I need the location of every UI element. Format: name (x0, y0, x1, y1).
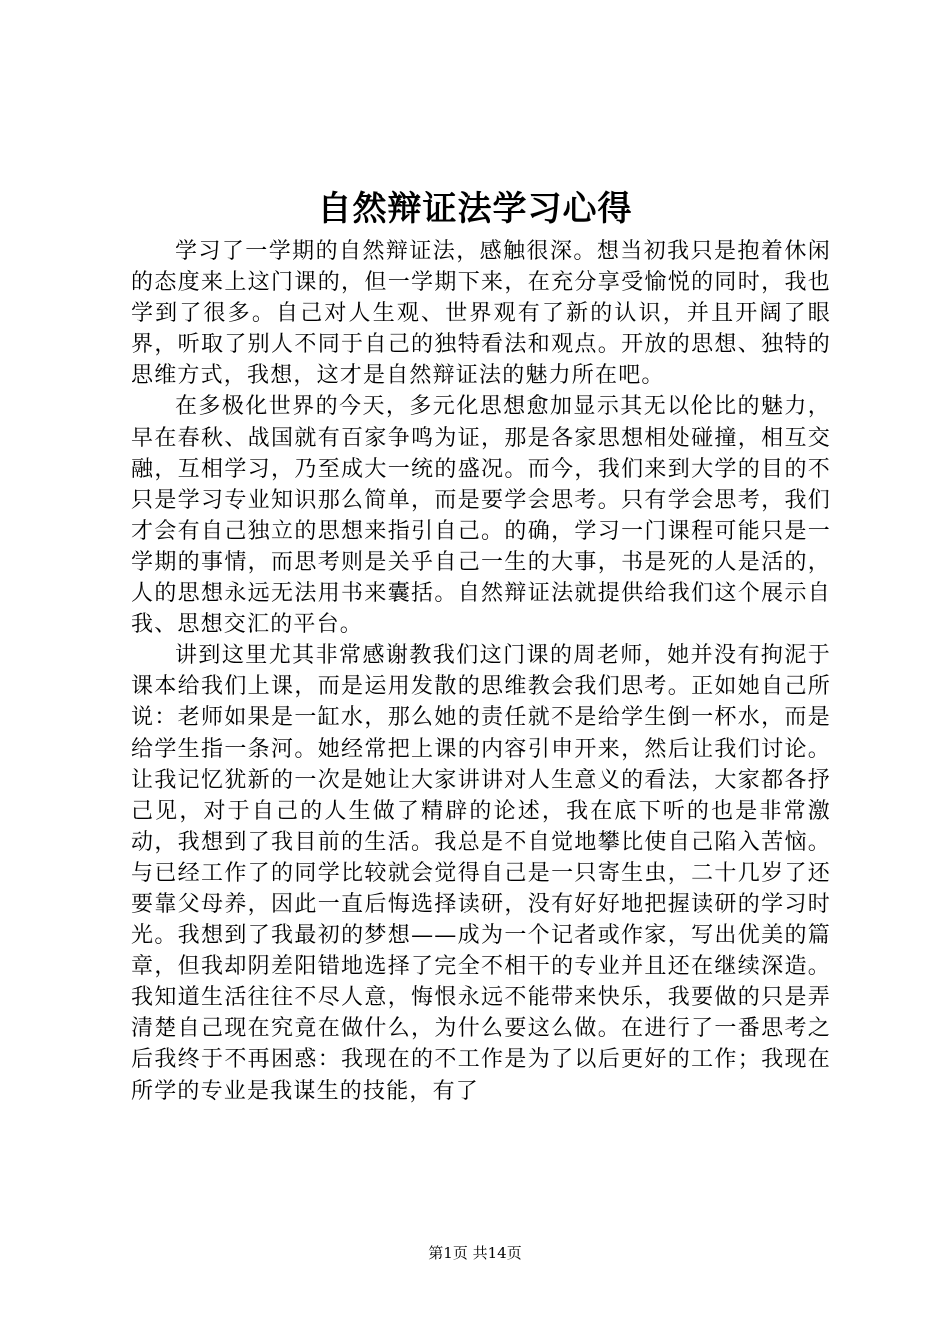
document-title: 自然辩证法学习心得 (317, 189, 633, 229)
document-body (131, 236, 831, 1107)
page-number-footer: 第1页 共14页 (428, 1244, 522, 1262)
paragraph-1: 学习了一学期的自然辩证法，感触很深。想当初我只是抱着休闲的态度来上这门课的，但一学期下来，在充分享受愉悦的同时，我也学到了很多。自己对人生观、世界观有了新的认识，并且开阔了眼界，听取了别人不同于自己的独特看法和观点。开放的思想、独特的思维方式，我想，这才是自然辩证法的魅力所在吧。 (131, 239, 831, 389)
paragraph-2: 在多极化世界的今天，多元化思想愈加显示其无以伦比的魅力，早在春秋、战国就有百家争鸣为证，那是各家思想相处碰撞，相互交融，互相学习，乃至成大一统的盛况。而今，我们来到大学的目的不只是学习专业知识那么简单，而是要学会思考。只有学会思考，我们才会有自己独立的思想来指引自己。的确，学习一门课程可能只是一学期的事情，而思考则是关乎自己一生的大事，书是死的人是活的，人的思想永远无法用书来囊括。自然辩证法就提供给我们这个展示自我、思想交汇的平台。 (131, 394, 831, 638)
paragraph-3: 讲到这里尤其非常感谢教我们这门课的周老师，她并没有拘泥于课本给我们上课，而是运用发散的思维教会我们思考。正如她自己所说：老师如果是一缸水，那么她的责任就不是给学生倒一杯水，而是给学生指一条河。她经常把上课的内容引申开来，然后让我们讨论。让我记忆犹新的一次是她让大家讲讲对人生意义的看法，大家都各抒己见，对于自己的人生做了精辟的论述，我在底下听的也是非常激动，我想到了我目前的生活。我总是不自觉地攀比使自己陷入苦恼。与已经工作了的同学比较就会觉得自己是一只寄生虫，二十几岁了还要靠父母养，因此一直后悔选择读研，没有好好地把握读研的学习时光。我想到了我最初的梦想——成为一个记者或作家，写出优美的篇章，但我却阴差阳错地选择了完全不相干的专业并且还在继续深造。我知道生活往往不尽人意，悔恨永远不能带来快乐，我要做的只是弄清楚自己现在究竟在做什么，为什么要这么做。在进行了一番思考之后我终于不再困惑：我现在的不工作是为了以后更好的工作；我现在所学的专业是我谋生的技能，有了 (131, 643, 831, 1104)
